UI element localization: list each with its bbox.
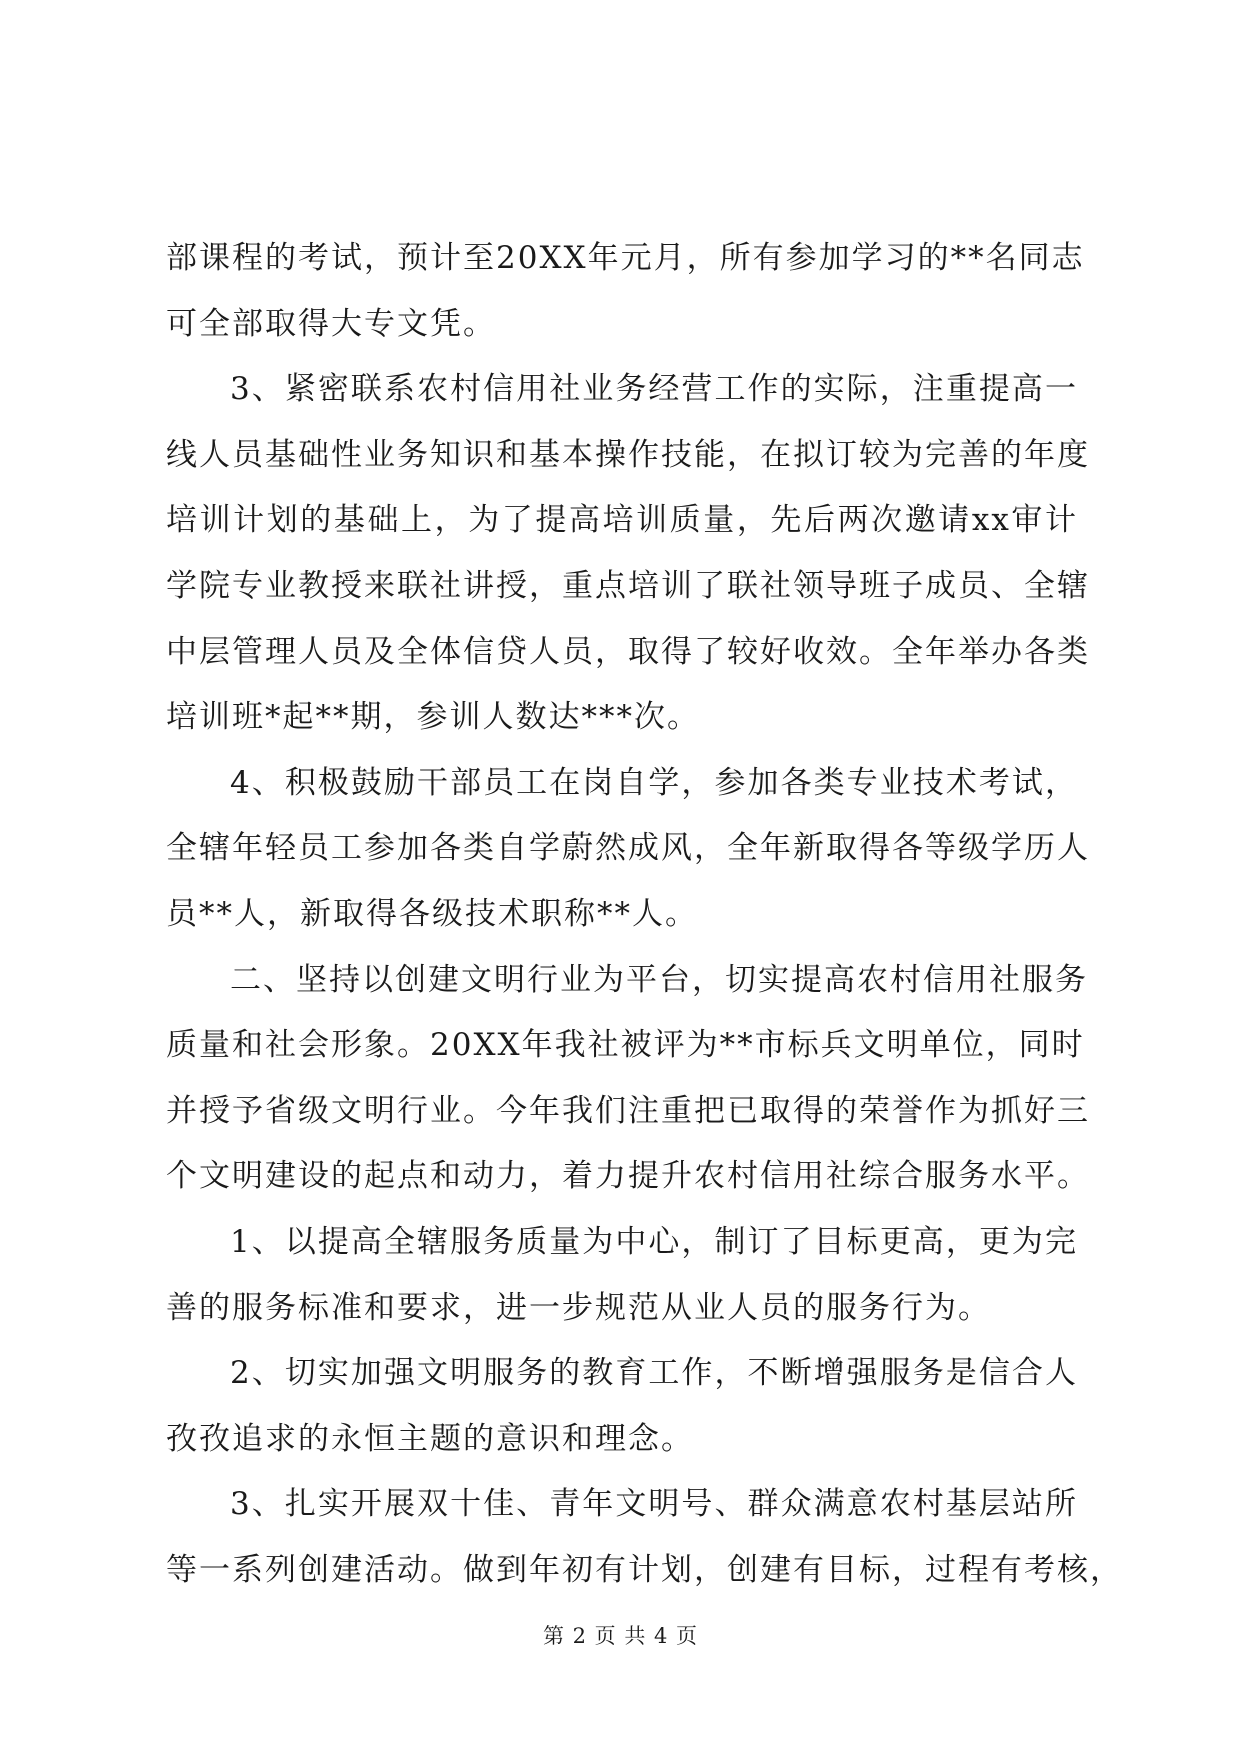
body-text bbox=[166, 226, 1123, 1603]
text-line: 质量和社会形象。20XX年我社被评为**市标兵文明单位，同时 bbox=[166, 1027, 1085, 1064]
text-line: 员**人，新取得各级技术职称**人。 bbox=[166, 895, 698, 932]
text-line: 2、切实加强文明服务的教育工作，不断增强服务是信合人 bbox=[230, 1355, 1078, 1392]
text-line: 3、扎实开展双十佳、青年文明号、群众满意农村基层站所 bbox=[230, 1486, 1078, 1523]
text-line: 培训计划的基础上，为了提高培训质量，先后两次邀请xx审计 bbox=[166, 502, 1078, 539]
text-line: 全辖年轻员工参加各类自学蔚然成风，全年新取得各等级学历人 bbox=[166, 830, 1090, 867]
text-line: 3、紧密联系农村信用社业务经营工作的实际，注重提高一 bbox=[230, 371, 1078, 408]
text-line: 二、坚持以创建文明行业为平台，切实提高农村信用社服务 bbox=[230, 961, 1088, 998]
text-line: 善的服务标准和要求，进一步规范从业人员的服务行为。 bbox=[166, 1289, 991, 1326]
text-line: 线人员基础性业务知识和基本操作技能，在拟订较为完善的年度 bbox=[166, 436, 1090, 473]
text-line: 1、以提高全辖服务质量为中心，制订了目标更高，更为完 bbox=[230, 1223, 1078, 1260]
text-line: 并授予省级文明行业。今年我们注重把已取得的荣誉作为抓好三 bbox=[166, 1092, 1090, 1129]
page-number-footer: 第 2 页 共 4 页 bbox=[542, 1624, 699, 1648]
text-line: 可全部取得大专文凭。 bbox=[166, 305, 496, 342]
text-line: 部课程的考试，预计至20XX年元月，所有参加学习的**名同志 bbox=[166, 240, 1085, 276]
text-line: 培训班*起**期，参训人数达***次。 bbox=[166, 699, 700, 736]
text-line: 中层管理人员及全体信贷人员，取得了较好收效。全年举办各类 bbox=[166, 633, 1090, 670]
text-line: 孜孜追求的永恒主题的意识和理念。 bbox=[166, 1420, 694, 1457]
text-line: 4、积极鼓励干部员工在岗自学，参加各类专业技术考试， bbox=[230, 764, 1078, 801]
text-line: 个文明建设的起点和动力，着力提升农村信用社综合服务水平。 bbox=[166, 1158, 1090, 1195]
text-line: 学院专业教授来联社讲授，重点培训了联社领导班子成员、全辖 bbox=[166, 567, 1090, 604]
text-line: 等一系列创建活动。做到年初有计划，创建有目标，过程有考核， bbox=[166, 1551, 1123, 1588]
